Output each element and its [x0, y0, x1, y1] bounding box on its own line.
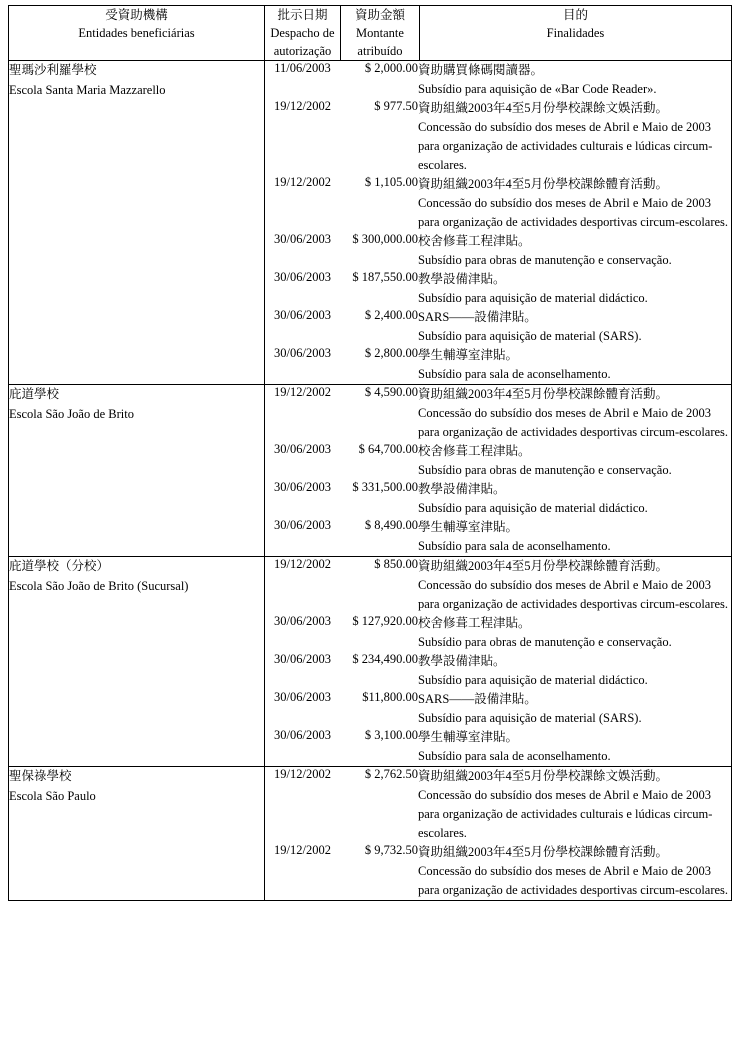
entry-date: 30/06/2003 [274, 728, 331, 743]
header-entity-pt: Entidades beneficiárias [78, 26, 195, 41]
entry-purpose [418, 385, 731, 442]
entry-date: 19/12/2002 [274, 843, 331, 858]
entry-amount: $ 300,000.00 [352, 232, 418, 247]
entity-name-zh: 庇道學校（分校） [9, 559, 110, 574]
entry-row [265, 767, 731, 843]
header-date-pt-line1: Despacho de [270, 26, 335, 41]
entity-cell [9, 767, 265, 901]
entry-purpose-zh: 資助組織2003年4至5月份學校課餘文娛活動。 [418, 101, 669, 116]
entry-date: 19/12/2002 [274, 557, 331, 572]
entry-row [265, 843, 731, 900]
entry-purpose-pt: Subsídio para sala de aconselhamento. [418, 749, 611, 764]
table-body [9, 61, 732, 901]
entry-purpose [418, 728, 731, 766]
entries-cell [265, 767, 732, 901]
table-row [9, 385, 732, 557]
entry-purpose [418, 767, 731, 843]
entry-date: 11/06/2003 [274, 61, 331, 76]
entity-name-zh: 庇道學校 [9, 387, 60, 402]
header-date-pt-line2: autorização [273, 44, 332, 59]
header-purpose [420, 6, 732, 61]
entry-purpose-zh: 學生輔導室津貼。 [418, 730, 519, 745]
entry-purpose-pt: Subsídio para aquisição de «Bar Code Reader». [418, 82, 657, 97]
entity-name-pt: Escola Santa Maria Mazzarello [9, 82, 166, 97]
entry-date: 19/12/2002 [274, 175, 331, 190]
entry-date: 30/06/2003 [274, 690, 331, 705]
entry-purpose-zh: 資助組織2003年4至5月份學校課餘體育活動。 [418, 559, 669, 574]
header-purpose-zh: 目的 [562, 8, 588, 22]
entry-date: 19/12/2002 [274, 385, 331, 400]
entry-purpose [418, 557, 731, 614]
entry-amount: $ 64,700.00 [358, 442, 418, 457]
entry-purpose-zh: 資助組織2003年4至5月份學校課餘文娛活動。 [418, 769, 669, 784]
entry-amount: $ 977.50 [374, 99, 418, 114]
entry-purpose-zh: 學生輔導室津貼。 [418, 348, 519, 363]
entry-row [265, 557, 731, 614]
entry-purpose-pt: Concessão do subsídio dos meses de Abril e Maio de 2003 para organização de actividades culturais e lúdicas circum-escolares. [418, 788, 713, 841]
entry-purpose [418, 232, 731, 270]
entries-table [265, 61, 731, 384]
entry-date: 30/06/2003 [274, 308, 331, 323]
entry-date: 30/06/2003 [274, 346, 331, 361]
entry-row [265, 652, 731, 690]
table-row [9, 767, 732, 901]
entry-date: 19/12/2002 [274, 767, 331, 782]
entry-purpose-zh: 資助購買條碼閱讀器。 [418, 63, 544, 78]
entry-purpose-pt: Subsídio para aquisição de material didáctico. [418, 291, 648, 306]
entry-date: 30/06/2003 [274, 270, 331, 285]
entry-purpose-zh: 資助組織2003年4至5月份學校課餘體育活動。 [418, 845, 669, 860]
grants-table [8, 5, 732, 901]
entry-purpose-pt: Subsídio para aquisição de material (SARS). [418, 329, 642, 344]
entry-purpose [418, 308, 731, 346]
entry-date: 19/12/2002 [274, 99, 331, 114]
entries-table [265, 767, 731, 900]
entry-amount: $ 127,920.00 [352, 614, 418, 629]
entry-row [265, 690, 731, 728]
header-amount-pt-line2: atribuído [357, 44, 403, 59]
entry-amount: $ 4,590.00 [364, 385, 418, 400]
entry-purpose-pt: Subsídio para obras de manutenção e conservação. [418, 463, 672, 478]
entry-purpose-pt: Concessão do subsídio dos meses de Abril e Maio de 2003 para organização de actividades desportivas circum-escolares. [418, 864, 729, 898]
entry-purpose-zh: 教學設備津貼。 [418, 482, 506, 497]
header-entity-zh: 受資助機構 [105, 8, 168, 22]
entry-purpose-pt: Subsídio para sala de aconselhamento. [418, 539, 611, 554]
entry-purpose-pt: Subsídio para obras de manutenção e conservação. [418, 635, 672, 650]
entry-purpose-zh: 教學設備津貼。 [418, 654, 506, 669]
entry-purpose-pt: Concessão do subsídio dos meses de Abril e Maio de 2003 para organização de actividades desportivas circum-escolares. [418, 196, 729, 230]
entry-purpose [418, 442, 731, 480]
entry-amount: $ 2,400.00 [364, 308, 418, 323]
entry-row [265, 346, 731, 384]
entry-purpose-zh: 校舍修葺工程津貼。 [418, 444, 531, 459]
entry-row [265, 270, 731, 308]
entry-row [265, 442, 731, 480]
entry-date: 30/06/2003 [274, 442, 331, 457]
entry-amount: $ 1,105.00 [364, 175, 418, 190]
entry-amount: $ 331,500.00 [352, 480, 418, 495]
entry-row [265, 480, 731, 518]
entry-amount: $ 234,490.00 [352, 652, 418, 667]
entity-name-pt: Escola São Paulo [9, 788, 96, 803]
entity-name-pt: Escola São João de Brito [9, 406, 134, 421]
entity-name-zh: 聖瑪沙利羅學校 [9, 63, 97, 78]
entries-cell [265, 61, 732, 385]
entry-row [265, 728, 731, 766]
entry-purpose-pt: Concessão do subsídio dos meses de Abril e Maio de 2003 para organização de actividades culturais e lúdicas circum-escolares. [418, 120, 713, 173]
entry-purpose-zh: 資助組織2003年4至5月份學校課餘體育活動。 [418, 387, 669, 402]
entry-purpose [418, 270, 731, 308]
header-date-zh: 批示日期 [277, 8, 328, 22]
entry-row [265, 232, 731, 270]
entry-purpose-zh: SARS——設備津貼。 [418, 692, 537, 707]
entity-name-zh: 聖保祿學校 [9, 769, 72, 784]
entry-purpose-pt: Concessão do subsídio dos meses de Abril e Maio de 2003 para organização de actividades desportivas circum-escolares. [418, 578, 729, 612]
entry-purpose [418, 61, 731, 99]
header-amount [341, 6, 420, 61]
entity-cell [9, 385, 265, 557]
entry-purpose [418, 690, 731, 728]
entries-cell [265, 557, 732, 767]
entries-cell [265, 385, 732, 557]
entry-purpose-pt: Subsídio para obras de manutenção e conservação. [418, 253, 672, 268]
document-page [0, 5, 736, 1056]
entry-purpose [418, 843, 731, 900]
entry-amount: $11,800.00 [362, 690, 418, 705]
table-row [9, 61, 732, 385]
entry-purpose [418, 518, 731, 556]
entry-amount: $ 2,000.00 [364, 61, 418, 76]
entry-purpose-zh: 校舍修葺工程津貼。 [418, 234, 531, 249]
entity-name-pt: Escola São João de Brito (Sucursal) [9, 578, 189, 593]
entry-purpose [418, 614, 731, 652]
entry-purpose-zh: 學生輔導室津貼。 [418, 520, 519, 535]
entry-date: 30/06/2003 [274, 518, 331, 533]
header-amount-pt-line1: Montante [356, 26, 404, 41]
entry-amount: $ 2,762.50 [364, 767, 418, 782]
header-amount-zh: 資助金額 [354, 8, 405, 22]
header-row [9, 6, 732, 61]
entry-row [265, 614, 731, 652]
entry-date: 30/06/2003 [274, 232, 331, 247]
entity-cell [9, 557, 265, 767]
entry-purpose [418, 346, 731, 384]
entry-amount: $ 2,800.00 [364, 346, 418, 361]
header-entity [9, 6, 265, 61]
entry-purpose-pt: Subsídio para aquisição de material (SARS). [418, 711, 642, 726]
entry-amount: $ 850.00 [374, 557, 418, 572]
entry-row [265, 61, 731, 99]
entry-purpose-zh: 校舍修葺工程津貼。 [418, 616, 531, 631]
entry-purpose [418, 480, 731, 518]
entry-purpose-pt: Subsídio para sala de aconselhamento. [418, 367, 611, 382]
entries-table [265, 557, 731, 766]
entry-purpose-zh: 教學設備津貼。 [418, 272, 506, 287]
entry-purpose [418, 175, 731, 232]
entry-purpose-pt: Concessão do subsídio dos meses de Abril e Maio de 2003 para organização de actividades desportivas circum-escolares. [418, 406, 729, 440]
entry-amount: $ 9,732.50 [364, 843, 418, 858]
entry-amount: $ 3,100.00 [364, 728, 418, 743]
entry-date: 30/06/2003 [274, 652, 331, 667]
entity-cell [9, 61, 265, 385]
entry-date: 30/06/2003 [274, 614, 331, 629]
entry-row [265, 175, 731, 232]
table-row [9, 557, 732, 767]
entry-row [265, 385, 731, 442]
entry-purpose-zh: 資助組織2003年4至5月份學校課餘體育活動。 [418, 177, 669, 192]
header-date [265, 6, 341, 61]
entry-row [265, 308, 731, 346]
entries-table [265, 385, 731, 556]
table-header [9, 6, 732, 61]
entry-row [265, 99, 731, 175]
entry-row [265, 518, 731, 556]
entry-purpose [418, 652, 731, 690]
entry-amount: $ 8,490.00 [364, 518, 418, 533]
entry-purpose [418, 99, 731, 175]
entry-purpose-pt: Subsídio para aquisição de material didáctico. [418, 501, 648, 516]
header-purpose-pt: Finalidades [546, 26, 605, 41]
entry-amount: $ 187,550.00 [352, 270, 418, 285]
entry-purpose-zh: SARS——設備津貼。 [418, 310, 537, 325]
entry-purpose-pt: Subsídio para aquisição de material didáctico. [418, 673, 648, 688]
entry-date: 30/06/2003 [274, 480, 331, 495]
